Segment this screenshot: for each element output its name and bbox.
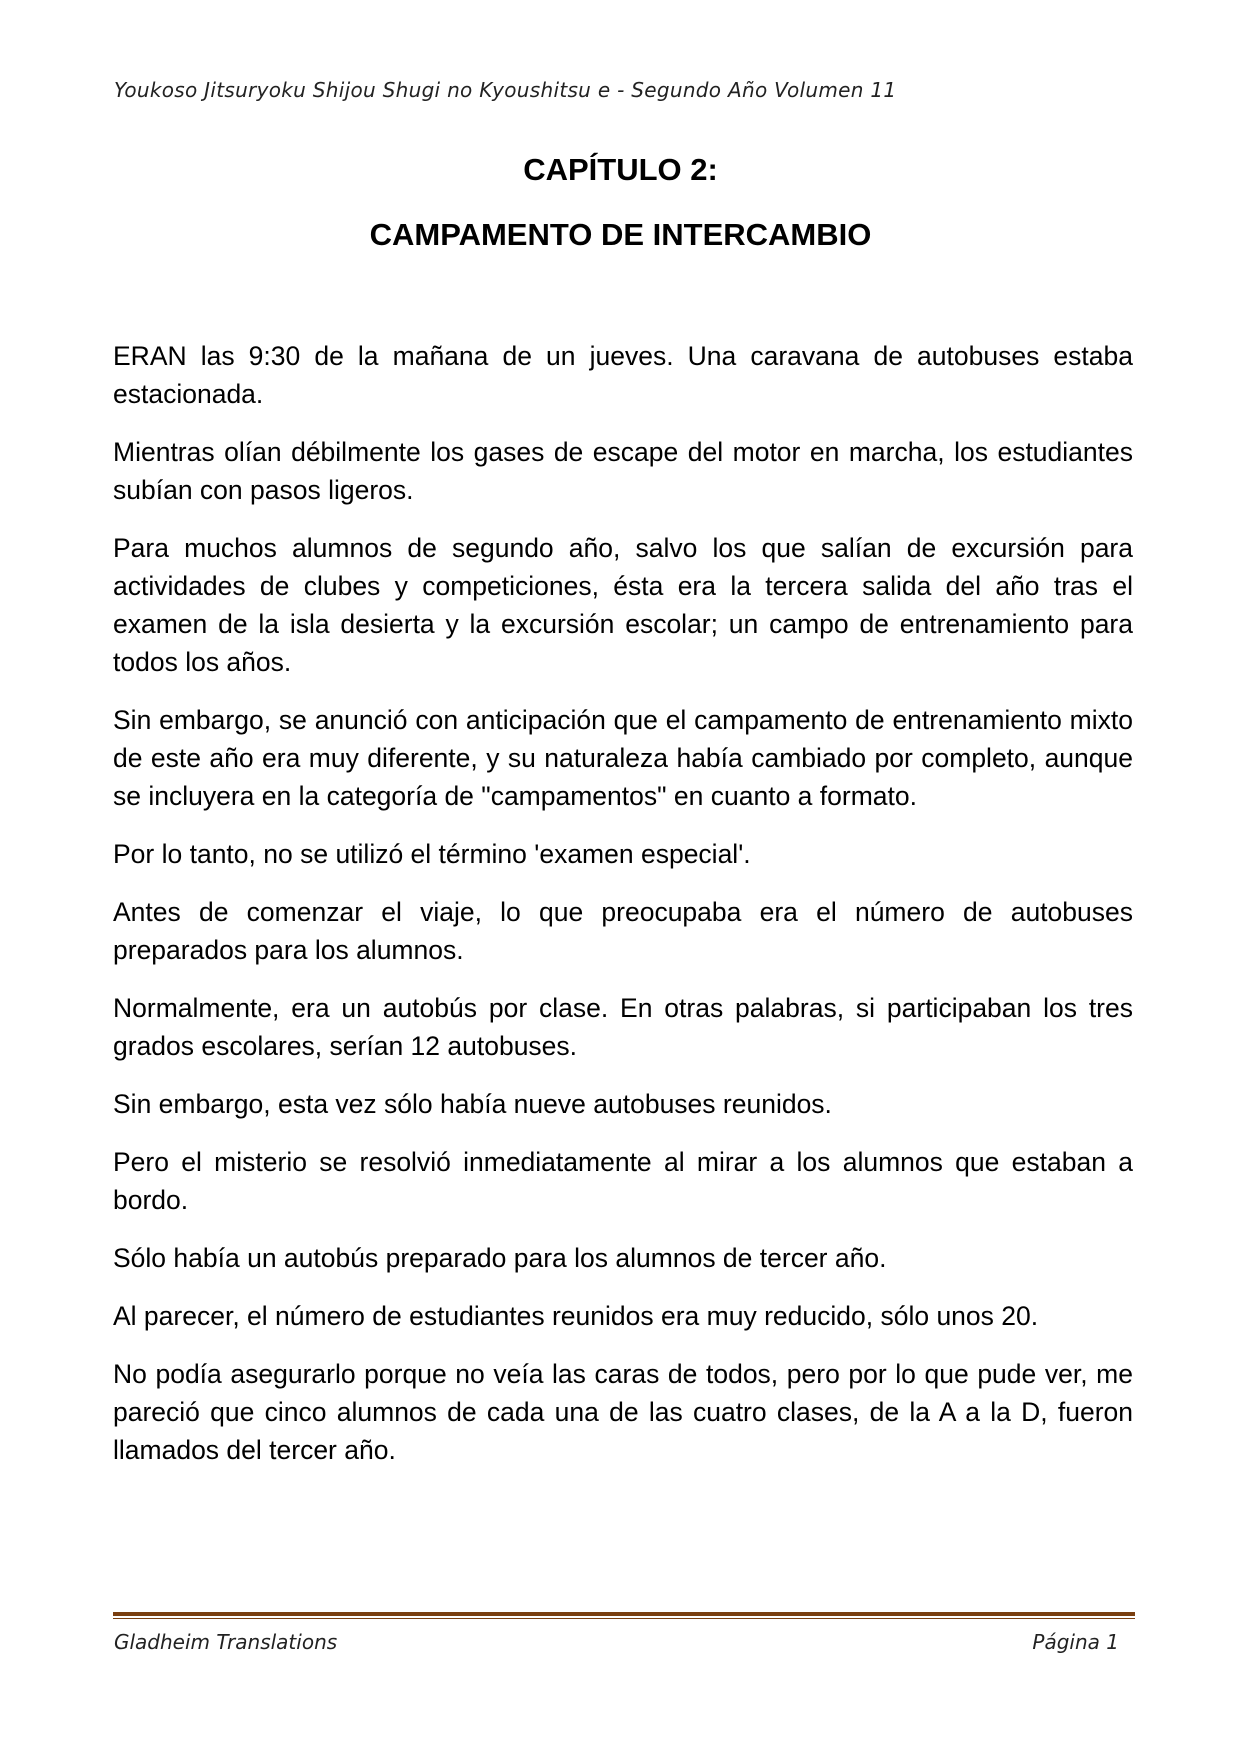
- footer-translator: Gladheim Translations: [114, 1630, 338, 1654]
- chapter-body: [113, 337, 1133, 1489]
- paragraph: Antes de comenzar el viaje, lo que preocupaba era el número de autobuses preparados para los alumnos.: [113, 897, 1133, 965]
- chapter-title: CAMPAMENTO DE INTERCAMBIO: [369, 217, 872, 252]
- paragraph: Pero el misterio se resolvió inmediatamente al mirar a los alumnos que estaban a bordo.: [113, 1147, 1133, 1215]
- paragraph: No podía asegurarlo porque no veía las caras de todos, pero por lo que pude ver, me pareció que cinco alumnos de cada una de las cuatro clases, de la A a la D, fueron llamados del tercer año.: [113, 1359, 1133, 1465]
- paragraph: ERAN las 9:30 de la mañana de un jueves. Una caravana de autobuses estaba estacionada.: [113, 341, 1133, 409]
- paragraph: Al parecer, el número de estudiantes reunidos era muy reducido, sólo unos 20.: [113, 1301, 1039, 1331]
- footer-divider-thin: [113, 1618, 1135, 1619]
- footer-divider: [113, 1612, 1135, 1619]
- paragraph: Mientras olían débilmente los gases de escape del motor en marcha, los estudiantes subían con pasos ligeros.: [113, 437, 1133, 505]
- chapter-number: CAPÍTULO 2:: [523, 152, 718, 187]
- footer-page-number: Página 1: [1032, 1630, 1119, 1654]
- paragraph: Sólo había un autobús preparado para los alumnos de tercer año.: [113, 1243, 887, 1273]
- footer-divider-thick: [113, 1612, 1135, 1616]
- paragraph: Por lo tanto, no se utilizó el término 'examen especial'.: [113, 839, 751, 869]
- paragraph: Sin embargo, esta vez sólo había nueve autobuses reunidos.: [113, 1089, 832, 1119]
- running-header-title: Youkoso Jitsuryoku Shijou Shugi no Kyoushitsu e - Segundo Año Volumen 11: [114, 78, 897, 102]
- paragraph: Para muchos alumnos de segundo año, salvo los que salían de excursión para actividades de clubes y competiciones, ésta era la tercera salida del año tras el examen de la isla desierta y la excursión escolar; un campo de entrenamiento para todos los años.: [113, 533, 1133, 677]
- paragraph: Normalmente, era un autobús por clase. En otras palabras, si participaban los tres grados escolares, serían 12 autobuses.: [113, 993, 1133, 1061]
- paragraph: Sin embargo, se anunció con anticipación que el campamento de entrenamiento mixto de este año era muy diferente, y su naturaleza había cambiado por completo, aunque se incluyera en la categoría de "campamentos" en cuanto a formato.: [113, 705, 1133, 811]
